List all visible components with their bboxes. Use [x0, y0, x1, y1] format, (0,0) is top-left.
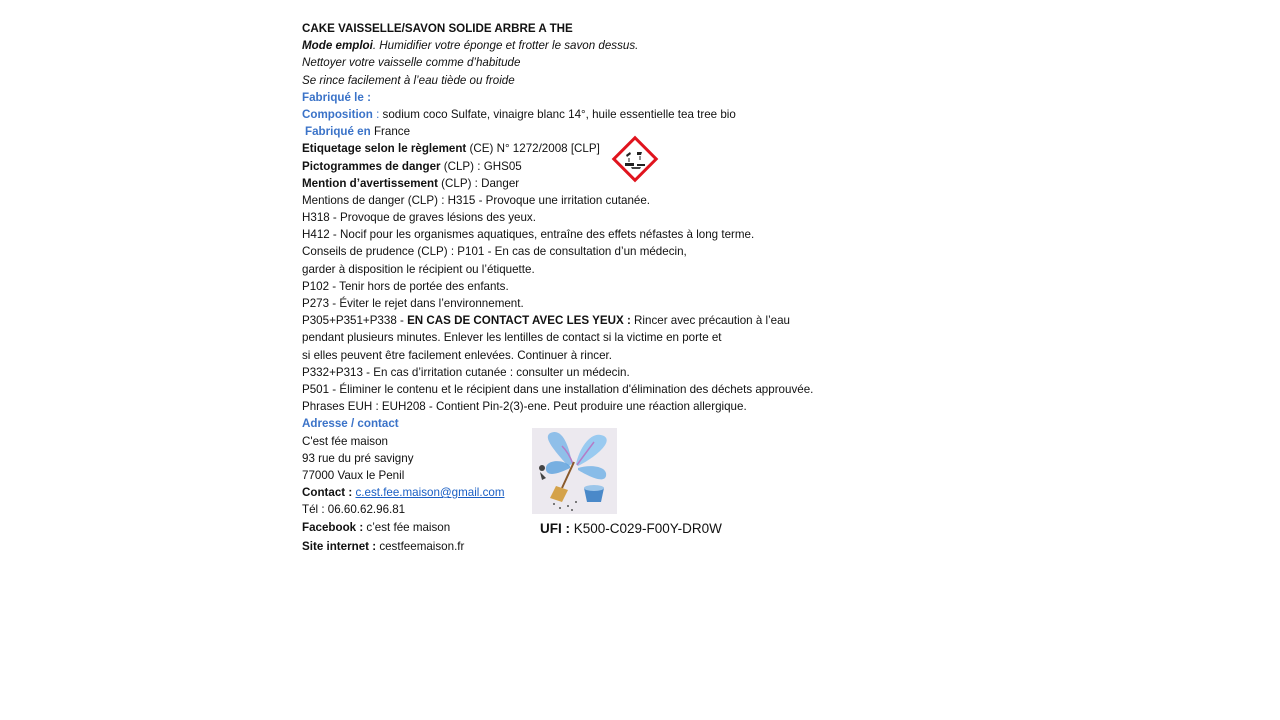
p305-suffix: Rincer avec précaution à l’eau: [630, 314, 791, 328]
facebook-label: Facebook :: [302, 521, 364, 535]
mention-value: (CLP) : Danger: [437, 176, 520, 190]
hazard-statement: Conseils de prudence (CLP) : P101 - En cas de consultation d’un médecin,: [302, 245, 687, 259]
usage-text-1: . Humidifier votre éponge et frotter le savon dessus.: [372, 39, 639, 53]
usage-line-1: [302, 37, 922, 54]
usage-line-3: Se rince facilement à l’eau tiède ou froide: [302, 73, 515, 87]
pictogrammes-label: Pictogrammes de danger: [302, 159, 441, 173]
fairy-wings-logo: [532, 428, 617, 514]
fabrique-en-value: France: [370, 125, 411, 139]
contact-label: Contact :: [302, 486, 353, 500]
fabrique-le: Fabriqué le :: [302, 90, 371, 104]
mention-label: Mention d’avertissement: [302, 176, 438, 190]
ufi-label: UFI :: [540, 521, 570, 536]
site-line: [302, 538, 922, 555]
ufi-line: [540, 519, 722, 539]
hazard-statement: Mentions de danger (CLP) : H315 - Provoque une irritation cutanée.: [302, 193, 651, 207]
hazard-statement: H412 - Nocif pour les organismes aquatiques, entraîne des effets néfastes à long terme.: [302, 228, 755, 242]
p305-line-3: si elles peuvent être facilement enlevées. Continuer à rincer.: [302, 348, 612, 362]
etiquetage-label: Etiquetage selon le règlement: [302, 142, 467, 156]
hazard-statement: P102 - Tenir hors de portée des enfants.: [302, 279, 509, 293]
euh-line: Phrases EUH : EUH208 - Contient Pin-2(3)-ene. Peut produire une réaction allergique.: [302, 400, 747, 414]
tel-line: Tél : 06.60.62.96.81: [302, 503, 406, 517]
p305-line: [302, 312, 922, 329]
ufi-value: K500-C029-F00Y-DR0W: [570, 521, 722, 536]
fabrique-en-label: Fabriqué en: [305, 125, 371, 139]
composition-value: sodium coco Sulfate, vinaigre blanc 14°, huile essentielle tea tree bio: [382, 107, 736, 121]
usage-line-2: Nettoyer votre vaisselle comme d’habitude: [302, 56, 521, 70]
composition-label: Composition: [302, 107, 373, 121]
hazard-statement: P273 - Éviter le rejet dans l’environnement.: [302, 297, 524, 310]
ghs05-corrosion-icon: [611, 135, 659, 183]
facebook-value: c’est fée maison: [363, 521, 451, 535]
pictogrammes-value: (CLP) : GHS05: [440, 159, 522, 173]
p305-prefix: P305+P351+P338 -: [302, 314, 408, 328]
composition-line: [302, 106, 922, 123]
p501-line: P501 - Éliminer le contenu et le récipient dans une installation d'élimination des déchets approuvée.: [302, 382, 814, 396]
p332-line: P332+P313 - En cas d’irritation cutanée : consulter un médecin.: [302, 365, 630, 379]
address-line: 77000 Vaux le Penil: [302, 468, 405, 482]
address-line: 93 rue du pré savigny: [302, 451, 414, 465]
site-label: Site internet :: [302, 539, 377, 553]
hazard-statement: H318 - Provoque de graves lésions des yeux.: [302, 211, 536, 225]
etiquetage-value: (CE) N° 1272/2008 [CLP]: [466, 142, 600, 156]
site-value: cestfeemaison.fr: [376, 539, 465, 553]
address-line: C'est fée maison: [302, 434, 388, 448]
product-title: CAKE VAISSELLE/SAVON SOLIDE ARBRE A THE: [302, 22, 573, 35]
usage-label: Mode emploi: [302, 39, 373, 53]
p305-bold: EN CAS DE CONTACT AVEC LES YEUX :: [407, 314, 631, 328]
p305-line-2: pendant plusieurs minutes. Enlever les lentilles de contact si la victime en porte et: [302, 331, 722, 345]
email-link[interactable]: c.est.fee.maison@gmail.com: [355, 486, 505, 500]
composition-sep: :: [372, 107, 383, 121]
address-label: Adresse / contact: [302, 417, 399, 431]
hazard-statement: garder à disposition le récipient ou l’étiquette.: [302, 262, 535, 276]
